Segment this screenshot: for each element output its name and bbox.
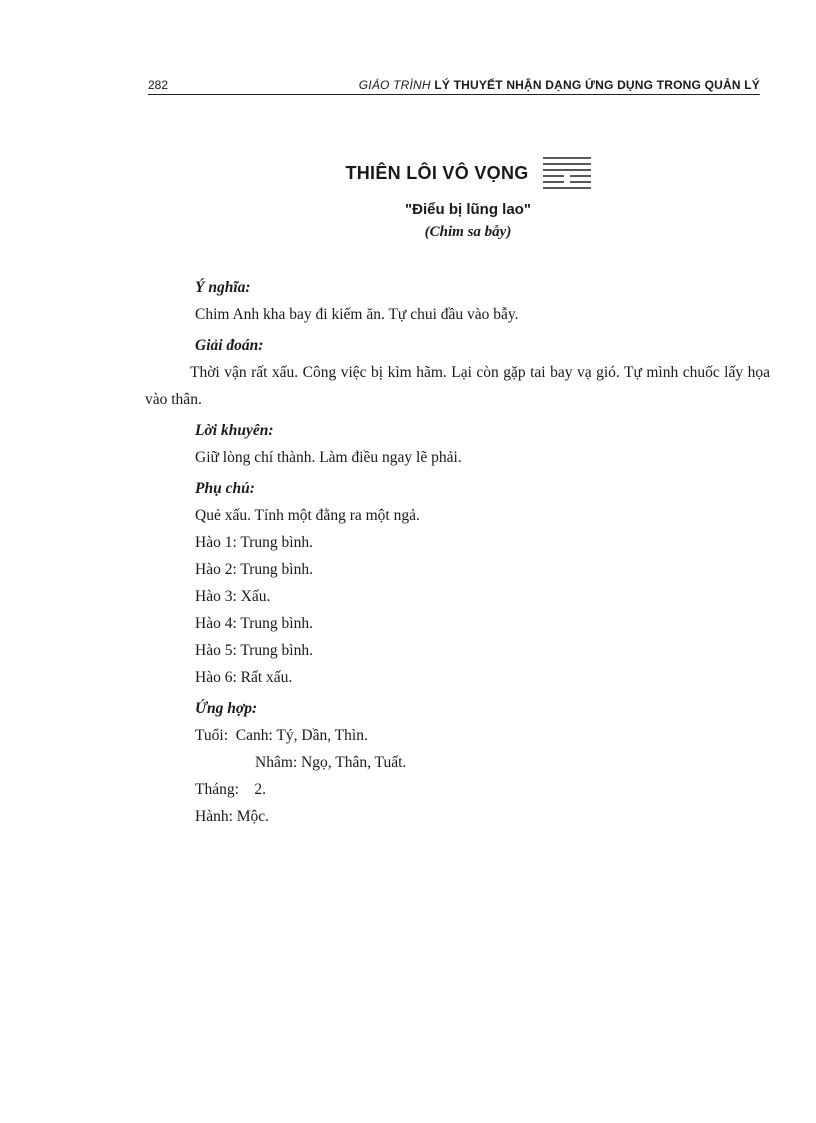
hexagram-icon — [543, 155, 591, 191]
text-giai-doan: Thời vận rất xấu. Công việc bị kìm hãm. Lại còn gặp tai bay vạ gió. Tự mình chuốc lấy họa vào thân. — [145, 364, 770, 408]
running-title-italic: GIÁO TRÌNH — [358, 78, 431, 92]
ung-hop-hanh: Hành: Mộc. — [195, 808, 270, 825]
page-title: THIÊN LÔI VÔ VỌNG — [345, 162, 529, 183]
ung-hop-tuoi: Tuổi: Canh: Tý, Dần, Thìn. — [195, 727, 368, 744]
phu-chu-line: Hào 5: Trung bình. — [195, 642, 313, 659]
phu-chu-line: Hào 6: Rất xấu. — [195, 669, 293, 686]
main-title-row — [120, 155, 816, 191]
heading-loi-khuyen: Lời khuyên: — [195, 422, 274, 439]
heading-giai-doan: Giải đoán: — [195, 337, 264, 354]
ung-hop-tuoi-2: Nhâm: Ngọ, Thân, Tuất. — [255, 754, 407, 771]
content — [145, 274, 770, 830]
phu-chu-line: Hào 4: Trung bình. — [195, 615, 313, 632]
subtitle: "Điểu bị lũng lao" — [405, 201, 531, 218]
heading-y-nghia: Ý nghĩa: — [195, 279, 251, 296]
subtitle-translation: (Chim sa bẫy) — [424, 224, 512, 240]
phu-chu-line: Hào 3: Xấu. — [195, 588, 271, 605]
page-number: 282 — [148, 78, 169, 92]
running-title-bold: LÝ THUYẾT NHẬN DẠNG ỨNG DỤNG TRONG QUẢN LÝ — [434, 78, 760, 92]
running-title — [359, 78, 760, 92]
phu-chu-line: Hào 2: Trung bình. — [195, 561, 313, 578]
text-y-nghia: Chim Anh kha bay đi kiếm ăn. Tự chui đầu vào bẫy. — [195, 306, 519, 323]
heading-phu-chu: Phụ chú: — [195, 480, 255, 497]
heading-ung-hop: Ứng hợp: — [195, 700, 258, 717]
title-block — [0, 155, 816, 241]
phu-chu-line: Hào 1: Trung bình. — [195, 534, 313, 551]
ung-hop-thang: Tháng: 2. — [195, 781, 267, 798]
phu-chu-line: Quẻ xấu. Tính một đằng ra một ngả. — [195, 507, 420, 524]
text-loi-khuyen: Giữ lòng chí thành. Làm điều ngay lẽ phải. — [195, 449, 462, 466]
page-header — [148, 78, 760, 95]
